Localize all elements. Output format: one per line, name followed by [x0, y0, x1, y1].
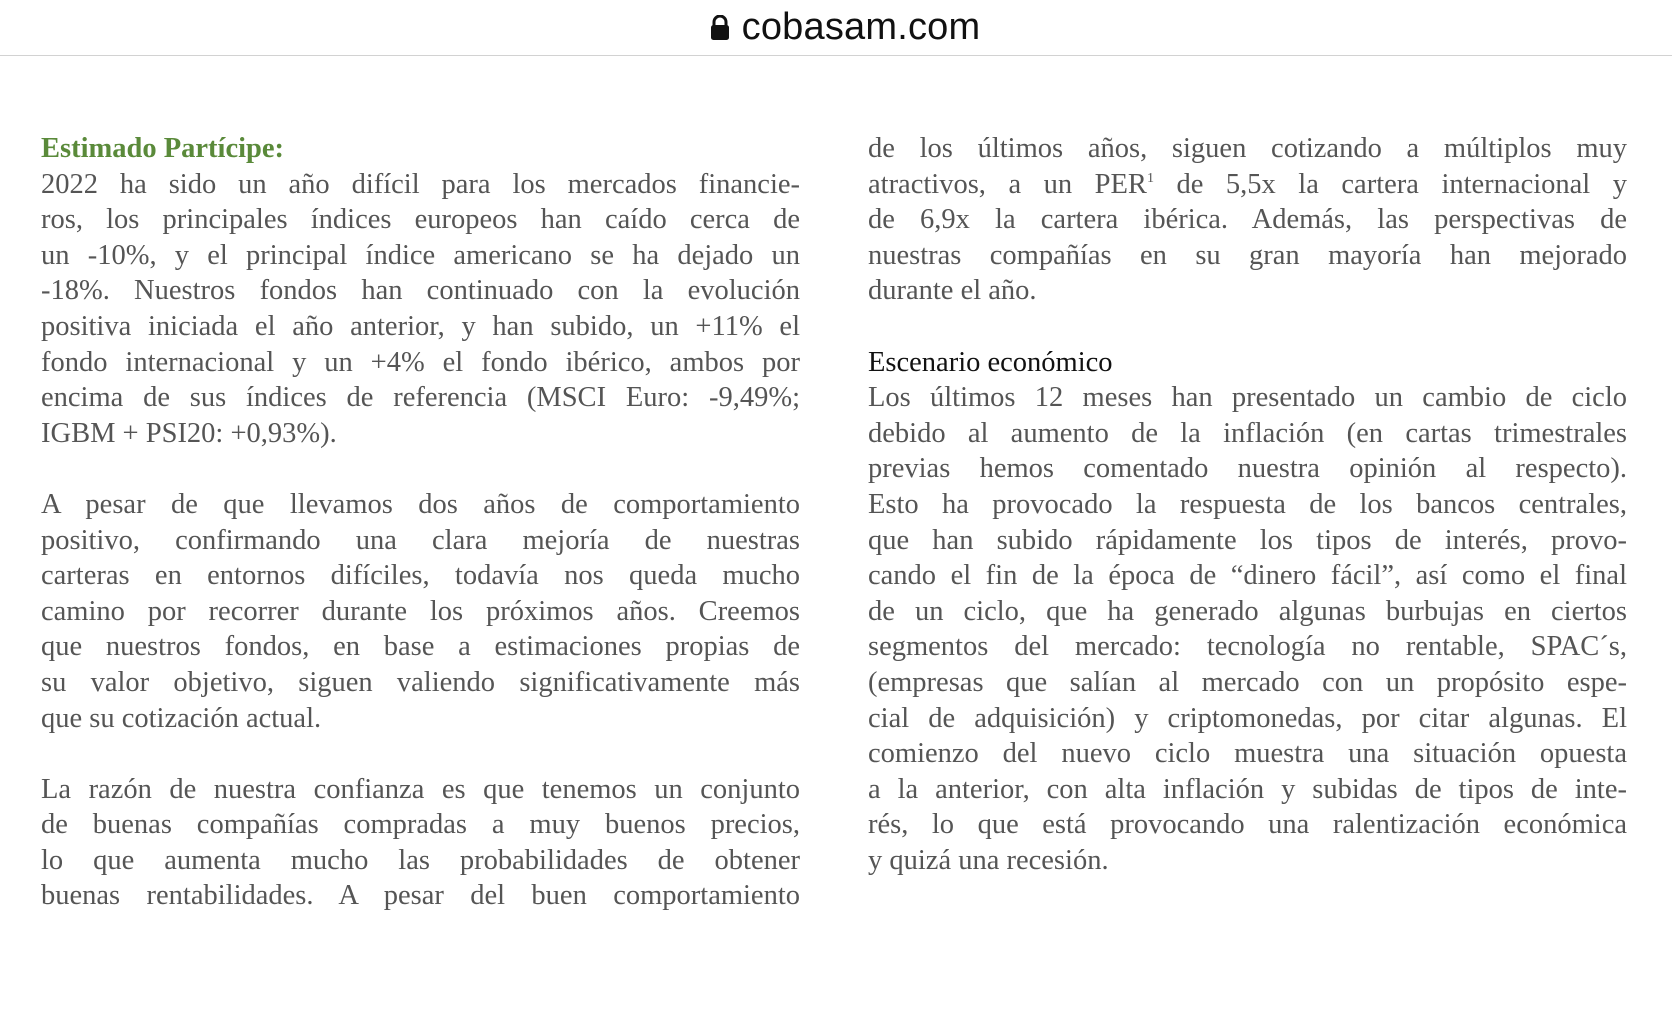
text-line: Esto ha provocado la respuesta de los bancos centrales, — [868, 488, 1627, 520]
left-paragraph-1 — [41, 167, 800, 452]
text-line: positiva iniciada el año anterior, y han subido, un +11% el — [41, 310, 800, 342]
paragraph-gap — [868, 309, 1627, 345]
text-line: ros, los principales índices europeos han caído cerca de — [41, 204, 800, 236]
text-fragment: de 5,5x la cartera internacional y — [1153, 168, 1627, 200]
text-line: carteras en entornos difíciles, todavía nos queda mucho — [41, 560, 800, 592]
text-line: nuestras compañías en su gran mayoría han mejorado — [868, 239, 1627, 271]
text-line: que su cotización actual. — [41, 702, 322, 734]
text-line: camino por recorrer durante los próximos años. Creemos — [41, 595, 800, 627]
address-bar[interactable] — [0, 0, 1672, 56]
text-line: y quizá una recesión. — [868, 844, 1109, 876]
text-line: (empresas que salían al mercado con un propósito espe- — [868, 666, 1627, 698]
text-line: La razón de nuestra confianza es que tenemos un conjunto — [41, 773, 800, 805]
right-paragraph-2 — [868, 380, 1627, 878]
text-line: A pesar de que llevamos dos años de comportamiento — [41, 488, 800, 520]
address-bar-content[interactable] — [710, 6, 981, 49]
text-line: -18%. Nuestros fondos han continuado con la evolución — [41, 275, 800, 307]
text-fragment: atractivos, a un PER — [868, 168, 1147, 200]
text-line: su valor objetivo, siguen valiendo significativamente más — [41, 666, 800, 698]
right-paragraph-1 — [868, 131, 1627, 309]
text-line: de un ciclo, que ha generado algunas burbujas en ciertos — [868, 595, 1627, 627]
url-text[interactable]: cobasam.com — [741, 6, 981, 48]
text-line: de los últimos años, siguen cotizando a múltiplos muy — [868, 133, 1627, 164]
left-paragraph-2 — [41, 487, 800, 736]
text-line: de buenas compañías compradas a muy buenos precios, — [41, 809, 800, 841]
text-line: IGBM + PSI20: +0,93%). — [41, 417, 337, 449]
text-line: encima de sus índices de referencia (MSCI Euro: -9,49%; — [41, 382, 800, 414]
text-line: un -10%, y el principal índice americano se ha dejado un — [41, 239, 800, 271]
right-column — [868, 131, 1627, 878]
document-page — [0, 56, 1672, 1009]
text-line: Los últimos 12 meses han presentado un cambio de ciclo — [868, 382, 1627, 414]
text-line: 2022 ha sido un año difícil para los mercados financie- — [41, 168, 800, 200]
text-line: que han subido rápidamente los tipos de interés, provo- — [868, 524, 1627, 556]
text-line-with-footnote — [868, 167, 1627, 203]
text-line: rés, lo que está provocando una ralentización económica — [868, 809, 1627, 841]
footnote-marker[interactable]: 1 — [1146, 170, 1154, 186]
section-heading: Escenario económico — [868, 346, 1113, 378]
text-line: a la anterior, con alta inflación y subidas de tipos de inte- — [868, 773, 1627, 805]
text-line: debido al aumento de la inflación (en cartas trimestrales — [868, 417, 1627, 449]
paragraph-gap — [41, 736, 800, 772]
text-line: durante el año. — [868, 275, 1037, 307]
text-line: cando el fin de la época de “dinero fácil”, así como el final — [868, 560, 1627, 592]
text-line: segmentos del mercado: tecnología no rentable, SPAC´s, — [868, 631, 1627, 663]
left-paragraph-3 — [41, 772, 800, 914]
text-line: cial de adquisición) y criptomonedas, por citar algunas. El — [868, 702, 1627, 734]
paragraph-gap — [41, 451, 800, 487]
text-line: que nuestros fondos, en base a estimaciones propias de — [41, 631, 800, 663]
text-line: lo que aumenta mucho las probabilidades de obtener — [41, 844, 800, 876]
greeting: Estimado Partícipe: — [41, 133, 285, 164]
text-line: fondo internacional y un +4% el fondo ibérico, ambos por — [41, 346, 800, 378]
text-line: previas hemos comentado nuestra opinión al respecto). — [868, 453, 1627, 485]
text-line: positivo, confirmando una clara mejoría de nuestras — [41, 524, 800, 556]
text-line: comienzo del nuevo ciclo muestra una situación opuesta — [868, 738, 1627, 770]
left-column — [41, 131, 800, 914]
lock-icon — [710, 15, 730, 41]
text-line: de 6,9x la cartera ibérica. Además, las perspectivas de — [868, 204, 1627, 236]
text-line: buenas rentabilidades. A pesar del buen comportamiento — [41, 880, 800, 912]
